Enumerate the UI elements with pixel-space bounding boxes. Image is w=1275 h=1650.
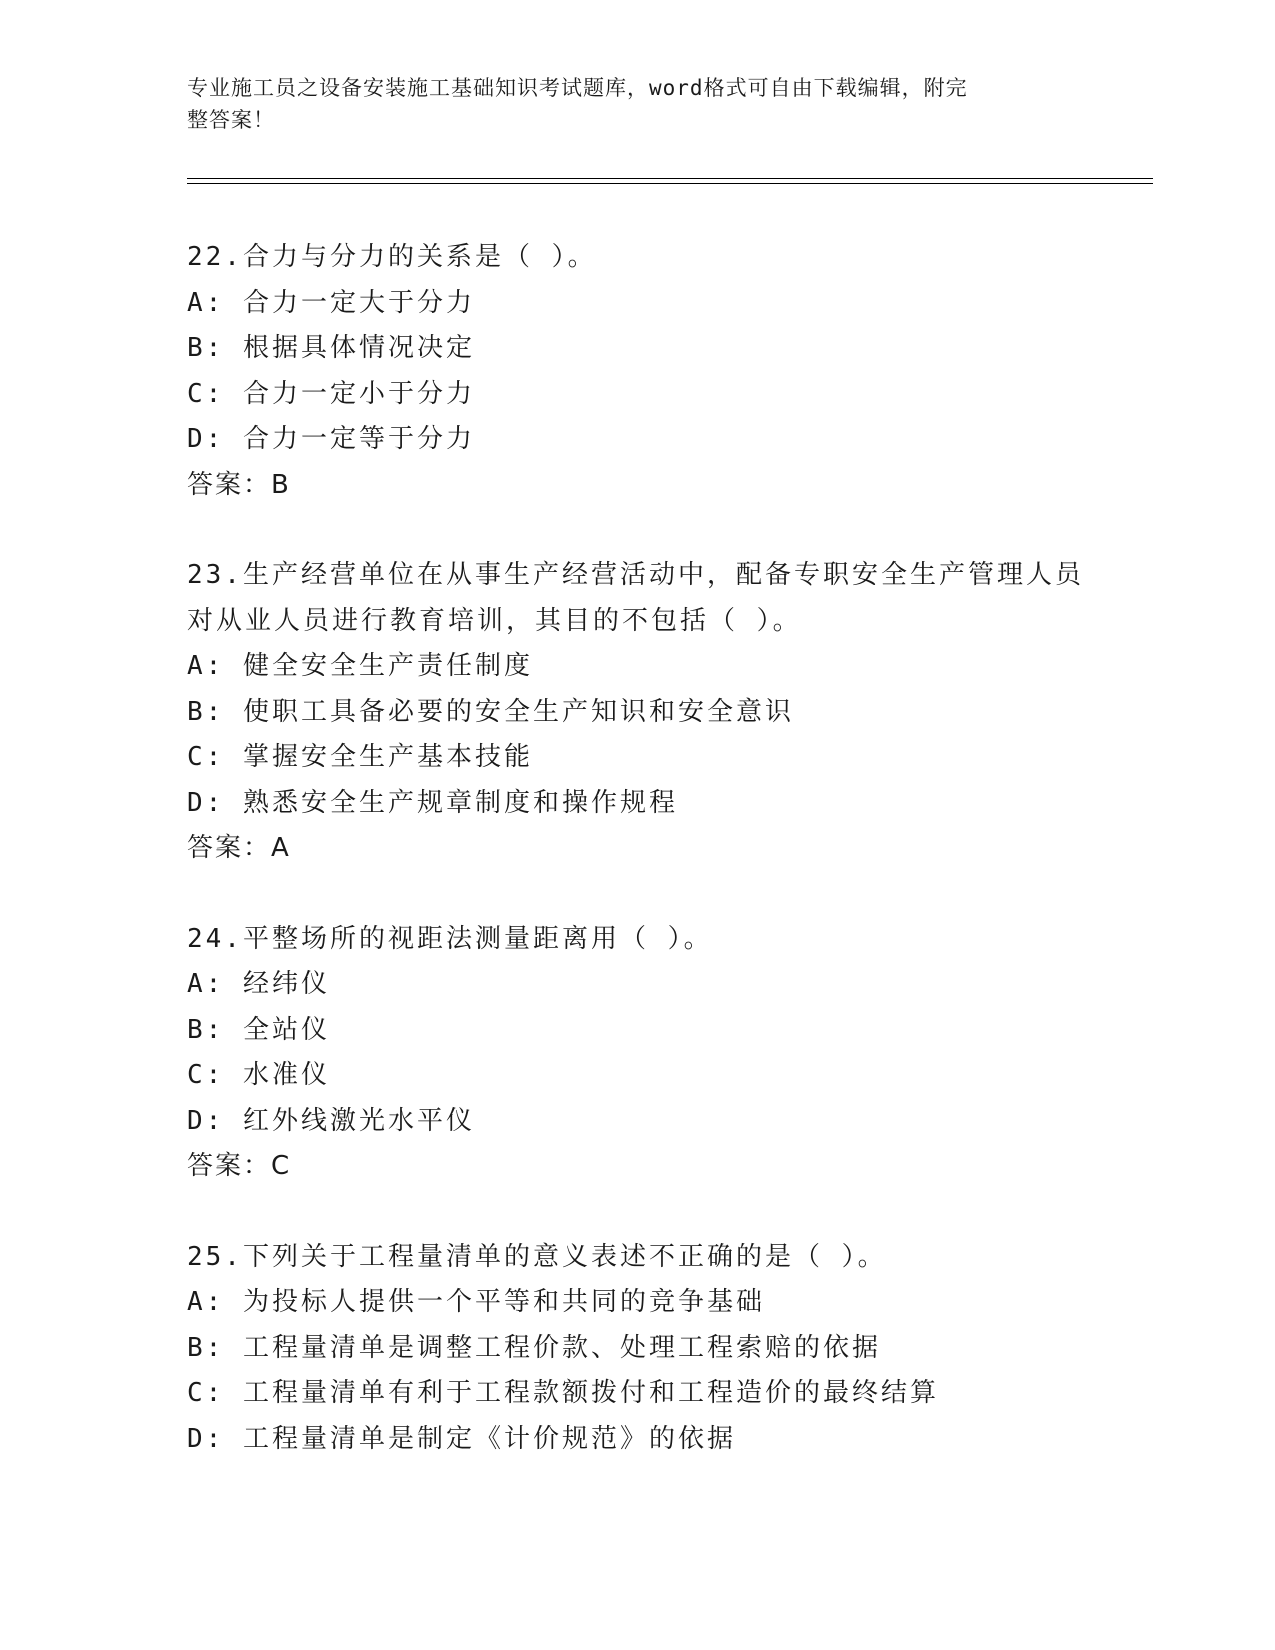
header-rule-bottom [187, 183, 1153, 184]
question-stem: 25.下列关于工程量清单的意义表述不正确的是（ ）。 [187, 1241, 887, 1272]
question-stem: 24.平整场所的视距法测量距离用（ ）。 [187, 923, 713, 954]
document-header [187, 72, 1067, 136]
question-24 [187, 917, 1087, 1190]
question-list [187, 235, 1087, 1462]
option-a: A: 经纬仪 [187, 969, 330, 999]
option-b: B: 工程量清单是调整工程价款、处理工程索赔的依据 [187, 1332, 881, 1363]
question-22 [187, 235, 1087, 508]
answer-line: 答案：A [187, 833, 291, 863]
option-d: D: 红外线激光水平仪 [187, 1105, 475, 1136]
option-b: B: 使职工具备必要的安全生产知识和安全意识 [187, 696, 794, 727]
option-a: A: 为投标人提供一个平等和共同的竞争基础 [187, 1287, 765, 1317]
question-stem-continued: 对从业人员进行教育培训，其目的不包括（ ）。 [187, 605, 802, 636]
option-d: D: 工程量清单是制定《计价规范》的依据 [187, 1423, 736, 1454]
option-b: B: 根据具体情况决定 [187, 333, 475, 363]
header-line-2: 整答案！ [187, 108, 275, 132]
question-stem: 23.生产经营单位在从事生产经营活动中，配备专职安全生产管理人员 [187, 560, 1084, 590]
question-23 [187, 553, 1087, 872]
question-stem: 22.合力与分力的关系是（ ）。 [187, 242, 597, 272]
option-c: C: 水准仪 [187, 1060, 330, 1090]
option-c: C: 掌握安全生产基本技能 [187, 742, 533, 772]
answer-line: 答案：C [187, 1151, 292, 1181]
header-rule-top [187, 178, 1153, 179]
option-d: D: 熟悉安全生产规章制度和操作规程 [187, 787, 678, 818]
option-c: C: 合力一定小于分力 [187, 378, 475, 409]
option-a: A: 健全安全生产责任制度 [187, 651, 533, 681]
option-a: A: 合力一定大于分力 [187, 287, 475, 318]
option-b: B: 全站仪 [187, 1014, 330, 1045]
option-c: C: 工程量清单有利于工程款额拨付和工程造价的最终结算 [187, 1378, 939, 1408]
option-d: D: 合力一定等于分力 [187, 424, 475, 454]
header-line-1: 专业施工员之设备安装施工基础知识考试题库，word格式可自由下载编辑，附完 [187, 76, 968, 100]
question-25 [187, 1235, 1087, 1463]
answer-line: 答案：B [187, 469, 291, 500]
